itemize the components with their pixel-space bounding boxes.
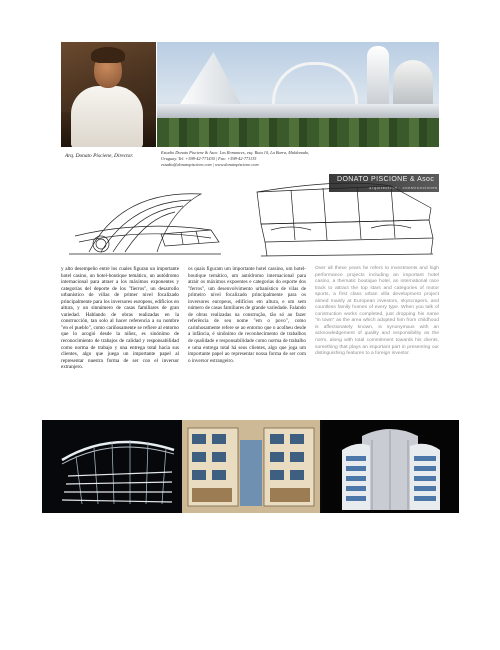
logo-tagline: arquitectura · construcciones	[369, 185, 438, 190]
director-caption: Arq. Donato Pisciene, Director.	[65, 153, 134, 159]
director-portrait-photo	[61, 42, 156, 147]
stadium-render	[42, 420, 180, 513]
architectural-sketches	[61, 180, 439, 260]
resort-building-photo	[157, 42, 439, 147]
address-line-1: Estudio Donato Pisciene & Asoc. Los Romances, esq. Ruta 10, La Barra, Maldonado,	[161, 150, 310, 155]
address-line-2: Uruguay. Tel. +598-42-771430 | Fax: +598-42-771135	[161, 156, 257, 161]
spanish-column: y alto desempeño entre los cuales figuran un importante hotel casino, un hotel-boutique temático, un autódromo internacional para atraer a los máximos exponentes y categorías del deporte de los "fierros", un desarrollo urbanístico de villas de primer nivel focalizado principalmente para los inversores europeos, edificios en altura, y un sinnúmero de casas familiares de gran variedad. Hablando de obras realizadas en la construcción, tan solo al hacer referencia a su nombre "en el pueblo", como cariñosamente se refiere al entorno que lo acogió desde la niñez, es sinónimo de reconocimiento de trabajos de calidad y responsabilidad como norma de trabajo y una entrega total hacia sus clientes, algo que juega un importante papel al representar nuestra forma de ser con el inversor extranjero.	[61, 266, 179, 371]
portuguese-column: os quais figuram um importante hotel cassino, um hotel-boutique temático, um autódromo internacional para atrair os máximos expoentes e categorias do esporte dos "ferros", um desenvolvimento urbanístico de vilas de primeiro nível focalizado principalmente para os inversores europeus, edifícios em altura, e um sem número de casas familiares de grande variedade. Falando de obras realizadas na construção, tão só ao fazer referência de seu nome "em o povo", como carinhosamente refere se ao entorno que o acolheu desde a infância, é sinônimo de reconhecimento de trabalhos de qualidade e responsabilidade como norma de trabalho e uma entrega total há seus clientes, algo que joga um importante papel ao representar nossa forma de ser com o inversor estrangeiro.	[188, 266, 306, 364]
caption-row	[61, 150, 439, 190]
building-sketch-right	[257, 183, 433, 256]
address-line-3: estudio@donatopisciene.com | www.donatopisciene.com	[161, 162, 259, 167]
render-band	[42, 420, 459, 513]
tower-render	[322, 420, 459, 513]
english-column: Over all these years he refers to investments and high performance projects including an important hotel casino, a thematic boutique hotel, an international race track to attract the top stars and categories of motor sports, a first class urban villa development project aimed mainly at European investors, skyscrapers, and countless family homes of every type. When you talk of construction works completed, just dropping his name "in town" as the area which adopted him from childhood is affectionately known, is synonymous with an acknowledgement of quality and responsibility as the norm, along with total commitment towards his clients, something that plays an important part in presenting our distinguishing features to a foreign investor.	[315, 266, 439, 357]
building-sketch-left	[69, 194, 221, 254]
text-columns	[61, 266, 439, 416]
studio-contact-caption	[161, 150, 361, 168]
photo-band	[61, 42, 439, 147]
villa-plan-render	[182, 420, 320, 513]
logo-name: DONATO PISCIONE & Asoc	[337, 176, 435, 183]
